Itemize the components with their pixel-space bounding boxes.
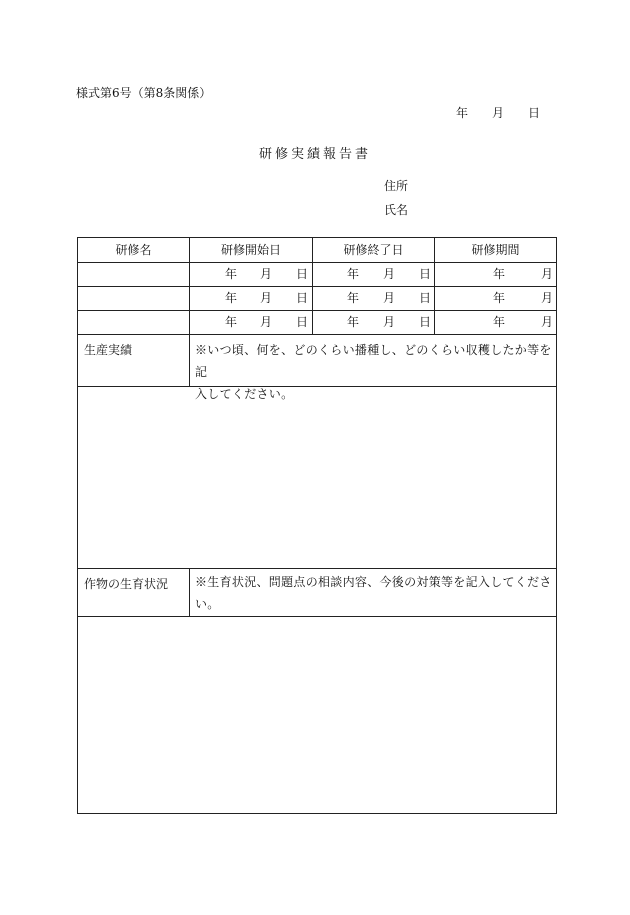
form-number: 様式第6号（第8条関係） [76,86,212,100]
header-training-name: 研修名 [115,243,152,257]
header-date-day: 日 [528,106,541,120]
production-note-line2: 入してください。 [195,387,294,401]
growth-label: 作物の生育状況 [84,577,169,591]
address-label: 住所 [384,179,409,193]
production-label: 生産実績 [84,343,133,357]
row3-period-year: 年 [493,315,506,329]
row3-end-day: 日 [419,315,432,329]
row3-end-month: 月 [383,315,396,329]
row2-period-month: 月 [541,291,554,305]
header-date-month: 月 [492,106,505,120]
growth-note [195,571,553,615]
row3-start-year: 年 [225,315,238,329]
row3-start-month: 月 [260,315,273,329]
name-label: 氏名 [384,203,409,217]
row1-end-month: 月 [383,267,396,281]
row1-period-year: 年 [493,267,506,281]
row1-end-day: 日 [419,267,432,281]
growth-note-line1: ※生育状況、問題点の相談内容、今後の対策等を記入してくださ [195,575,552,589]
row2-start-year: 年 [225,291,238,305]
production-entry-area[interactable] [78,387,556,568]
growth-note-line2: い。 [195,597,220,611]
row2-start-month: 月 [260,291,273,305]
row2-start-day: 日 [296,291,309,305]
report-table [77,237,557,814]
row1-period-month: 月 [541,267,554,281]
row3-end-year: 年 [347,315,360,329]
header-date-year: 年 [456,106,469,120]
document-title: 研修実績報告書 [258,147,371,162]
growth-entry-area[interactable] [78,617,556,813]
row2-end-day: 日 [419,291,432,305]
row1-end-year: 年 [347,267,360,281]
row1-start-day: 日 [296,267,309,281]
row2-end-year: 年 [347,291,360,305]
production-note-line1: ※いつ頃、何を、どのくらい播種し、どのくらい収穫したか等を記 [195,343,552,379]
row2-end-month: 月 [383,291,396,305]
row3-period-month: 月 [541,315,554,329]
row1-start-month: 月 [260,267,273,281]
header-start-date: 研修開始日 [220,243,281,257]
header-period: 研修期間 [471,243,520,257]
row1-start-year: 年 [225,267,238,281]
row3-start-day: 日 [296,315,309,329]
header-end-date: 研修終了日 [343,243,404,257]
row2-period-year: 年 [493,291,506,305]
